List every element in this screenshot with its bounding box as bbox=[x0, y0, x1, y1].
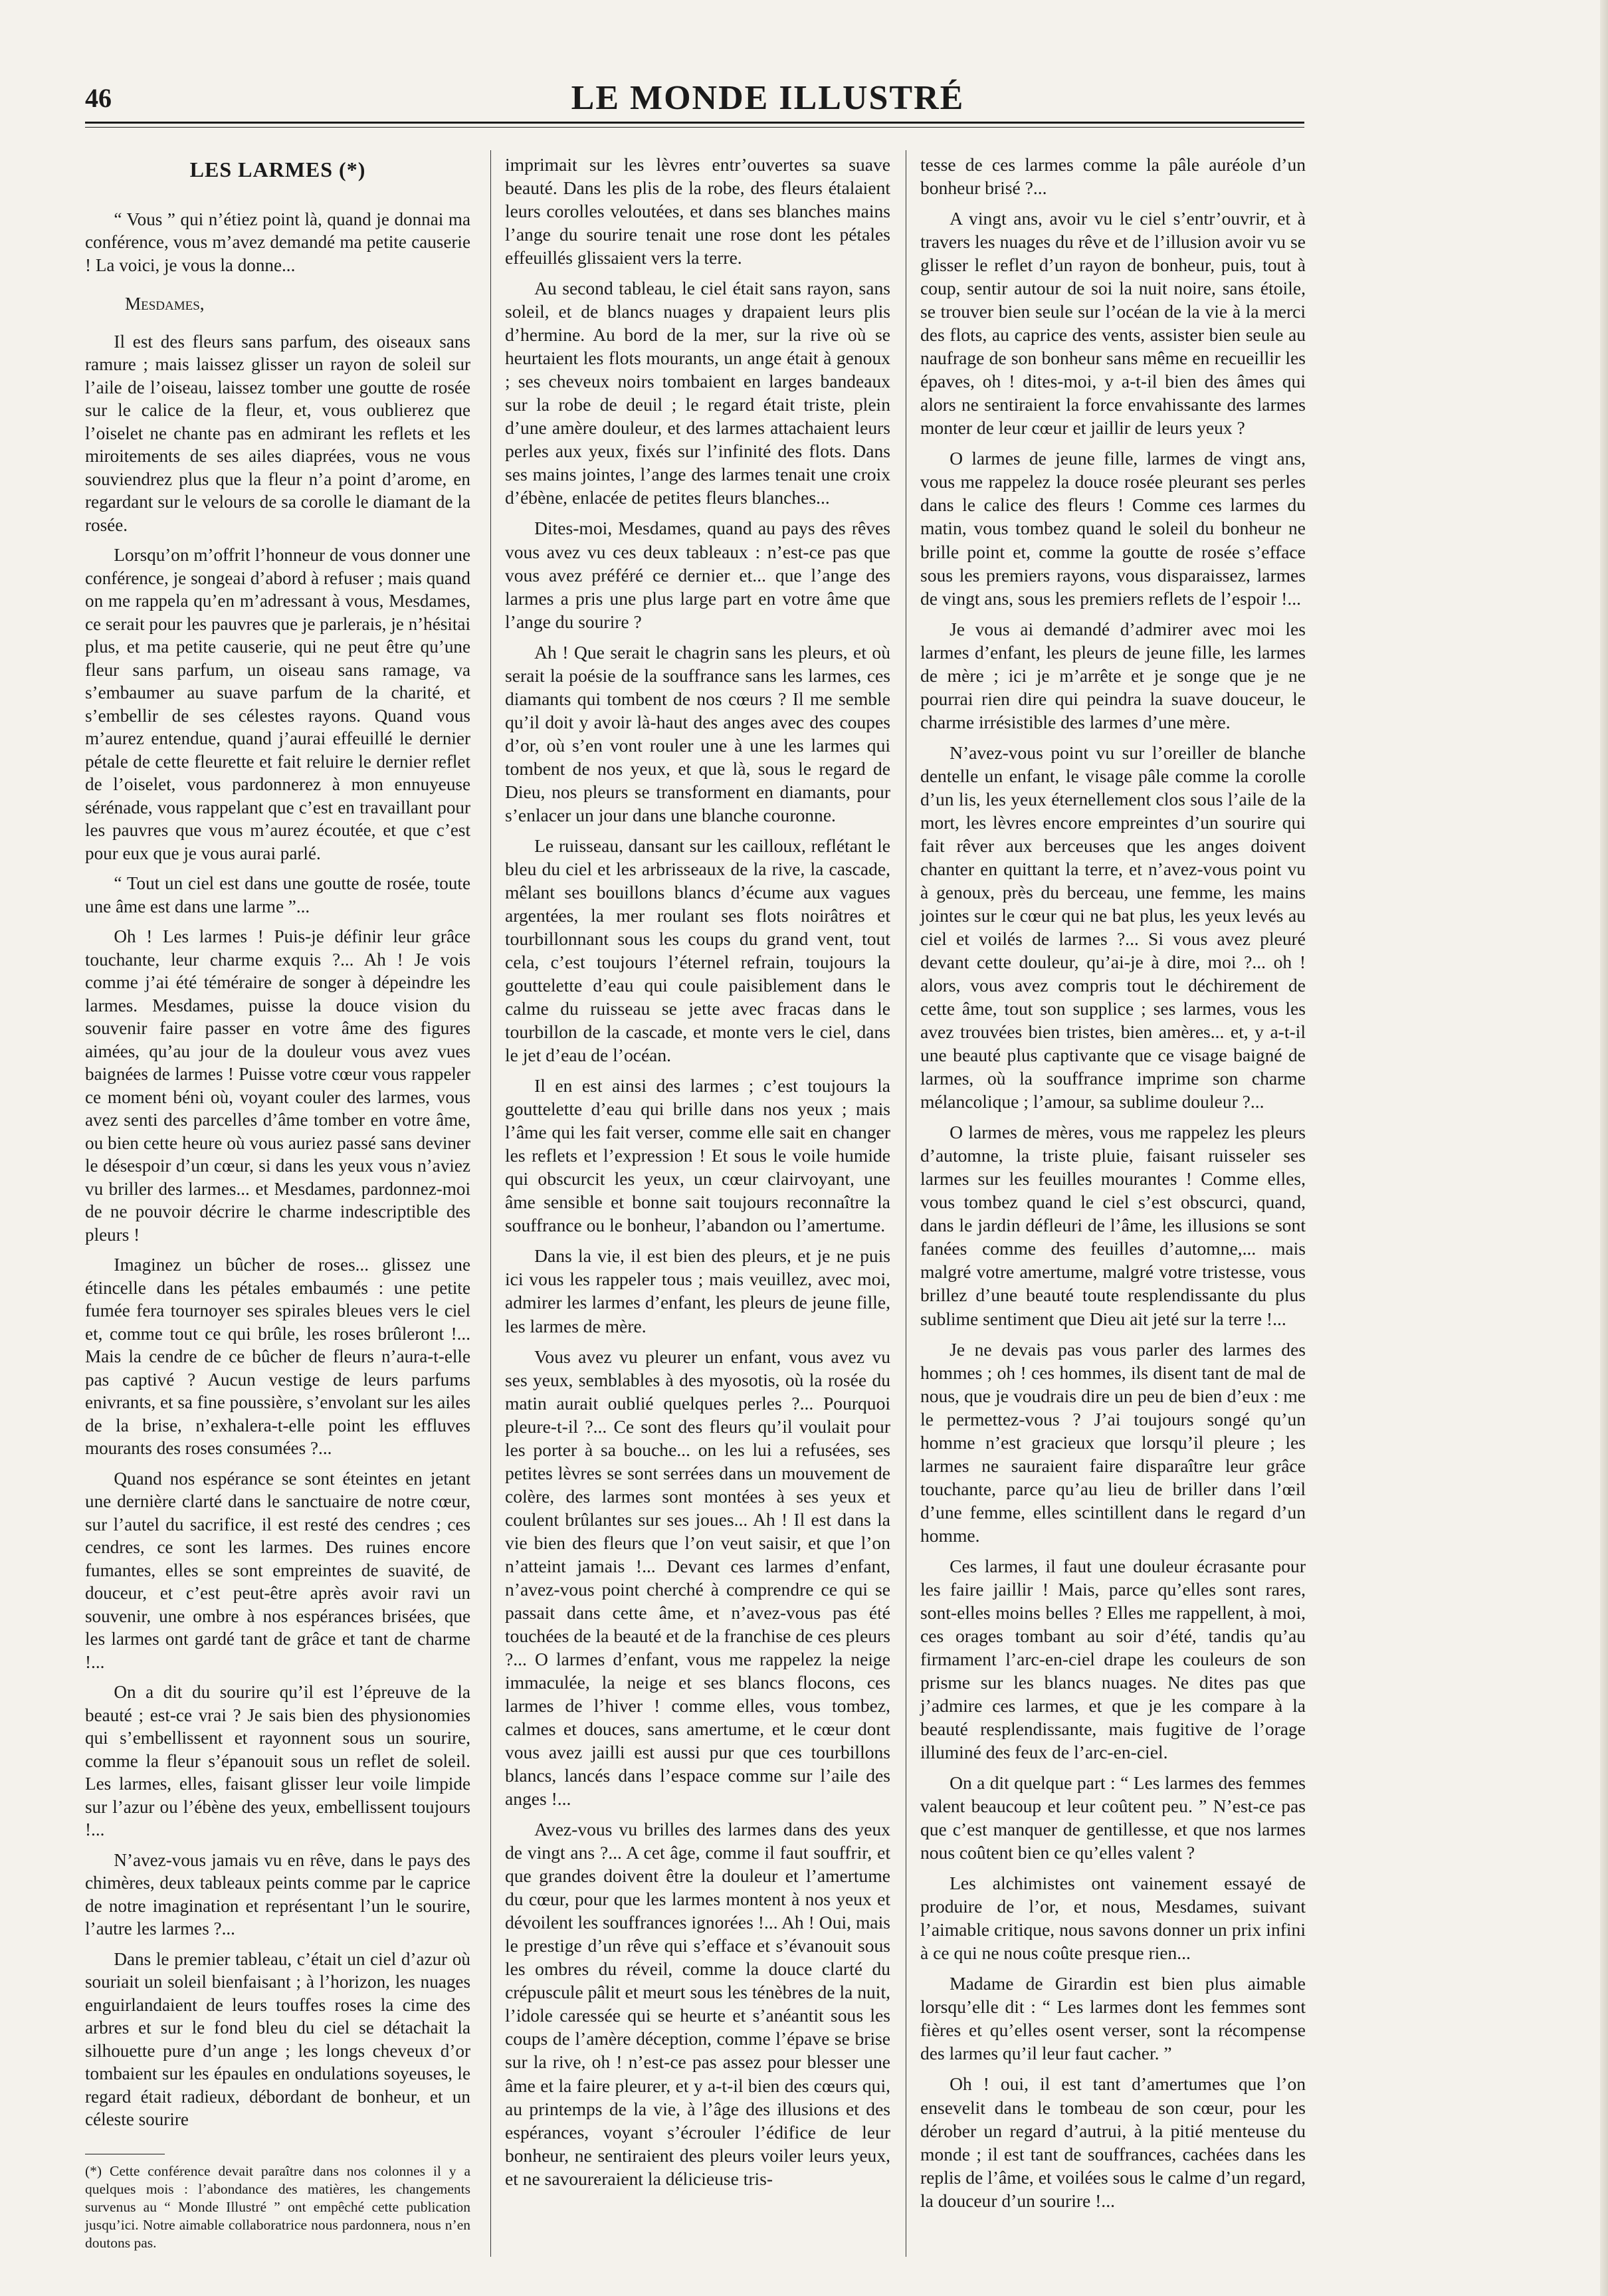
paragraph: Quand nos espérance se sont éteintes en jetant une dernière clarté dans le sanctuaire de notre cœur, sur l’autel du sacrifice, il est resté des cendres ; ces cendres, ce sont les larmes. Des ruines encore fumantes, elles se sont empreintes de suavité, de douceur, et c’est peut-être après avoir ravi un souvenir, une ombre à nos espérances brisées, que les larmes ont gardé tant de grâce et tant de charme !... bbox=[85, 1468, 470, 1672]
paragraph: “ Tout un ciel est dans une goutte de rosée, toute une âme est dans une larme ”... bbox=[85, 873, 470, 916]
paragraph: Il en est ainsi des larmes ; c’est toujours la gouttelette d’eau qui brille dans nos yeux ; mais l’âme qui les fait verser, comme elle sait en changer les reflets et l’expression ! Et sous le voile humide qui obscurcit les yeux, un cœur clairvoyant, une âme sensible et bonne sait toujours reconnaître la souffrance ou le bonheur, l’abandon ou l’amertume. bbox=[505, 1075, 890, 1236]
paragraph: Ah ! Que serait le chagrin sans les pleurs, et où serait la poésie de la souffrance sans les larmes, ces diamants qui tombent de nos cœurs ? Il me semble qu’il doit y avoir là-haut des anges avec des coupes d’or, où s’en vont rouler une à une les larmes qui tombent de nos yeux, et que là, sous le regard de Dieu, nos pleurs se transforment en diamants, pour s’enlacer un jour dans une blanche couronne. bbox=[505, 641, 890, 825]
paragraph: Avez-vous vu brilles des larmes dans des yeux de vingt ans ?... A cet âge, comme il faut souffrir, et que grandes doivent être la douleur et l’amertume du cœur, pour que les larmes montent à nos yeux et dévoilent les souffrances ignorées !... Ah ! Oui, mais le prestige d’un rêve qui s’efface et s’évanouit sous les ombres du réveil, comme la douce clarté du crépuscule pâlit et meurt sous les ténèbres de la nuit, l’idole caressée qui se heurte et s’anéantit sous les coups de l’amère déception, comme l’épave se brise sur la rive, oh ! n’est-ce pas assez pour blesser une âme et la faire pleurer, et y a-t-il bien des cœurs qui, au printemps de la vie, à l’âge des illusions et des espérances, voyant s’écrouler l’édifice de leur bonheur, ne sentiraient des pleurs voiler leurs yeux, et ne savoureraient la délicieuse tris- bbox=[505, 1819, 890, 2189]
paragraph: Oh ! Les larmes ! Puis-je définir leur grâce touchante, leur charme exquis ?... Ah ! Je vois comme j’ai été téméraire de songer à dépeindre les larmes. Mesdames, puisse la douce vision du souvenir faire passer en votre âme des figures aimées, qu’au jour de la douleur vous avez vues baignées de larmes ! Puisse votre cœur vous rappeler ce moment béni où, voyant couler des larmes, vous avez senti des parcelles d’âme tomber en votre âme, ou bien cette heure où vous auriez passé sans deviner le désespoir d’un cœur, si dans les yeux vous n’aviez vu briller des larmes... et Mesdames, pardonnez-moi de ne pouvoir décrire le charme indescriptible des pleurs ! bbox=[85, 926, 470, 1245]
paragraph: Au second tableau, le ciel était sans rayon, sans soleil, et de blancs nuages y drapaient leurs plis d’hermine. Au bord de la mer, sur la rive où se heurtaient les flots mourants, un ange était à genoux ; ses cheveux noirs tombaient en larges bandeaux sur la robe de deuil ; le regard était triste, plein d’une amère douleur, et des larmes attachaient leurs perles aux yeux, fixés sur l’infinité des flots. Dans ses mains jointes, l’ange des larmes tenait une croix d’ébène, enlacée de petites fleurs blanches... bbox=[505, 278, 890, 508]
paragraph: Vous avez vu pleurer un enfant, vous avez vu ses yeux, semblables à des myosotis, où la rosée du matin aurait oublié quelques perles ?... Pourquoi pleure-t-il ?... Ce sont des fleurs qu’il voulait pour les porter à sa bouche... on les lui a refusées, ses petites lèvres se sont serrées dans un mouvement de colère, des larmes sont montées à ses yeux et coulent brûlantes sur ses joues... Ah ! Il est dans la vie bien des fleurs que l’on veut saisir, et que l’on n’atteint jamais !... Devant ces larmes d’enfant, n’avez-vous point cherché à comprendre ce qui se passait dans cette âme, et n’avez-vous pas été touchées de la beauté et de la franchise de ces pleurs ?... O larmes d’enfant, vous me rappelez la neige immaculée, la neige et ses blancs flocons, ces larmes de l’hiver ! comme elles, vous tombez, calmes et douces, sans amertume, et le cœur dont vous avez jailli est aussi pur que ces tourbillons blancs, lancés dans l’espace comme sur l’aile des anges !... bbox=[505, 1346, 890, 1810]
paragraph: Dites-moi, Mesdames, quand au pays des rêves vous avez vu ces deux tableaux : n’est-ce pas que vous avez préféré ce dernier et... que l’ange des larmes a pris une plus large part en votre âme que l’ange du sourire ? bbox=[505, 518, 890, 632]
binding-edge bbox=[1600, 0, 1608, 2296]
paragraph: O larmes de mères, vous me rappelez les pleurs d’automne, la triste pluie, faisant ruisseler ses larmes sur les feuilles mourantes ! Comme elles, vous tombez quand le ciel s’est obscurci, quand, dans le jardin défleuri de l’âme, les illusions se sont fanées comme des feuilles d’automne,... mais malgré votre amertume, malgré votre tristesse, vous brillez d’une beauté toute resplendissante du plus sublime sentiment que Dieu ait jeté sur la terre !... bbox=[920, 1122, 1306, 1329]
header-rule bbox=[85, 122, 1304, 124]
paragraph: Dans le premier tableau, c’était un ciel d’azur où souriait un soleil bienfaisant ; à l’horizon, les nuages enguirlandaient de leurs touffes roses la cime des arbres et sur le fond bleu du ciel se détachait la silhouette pure d’un ange ; les longs cheveux d’or tombaient sur les épaules en ondulations soyeuses, le regard était radieux, débordant de bonheur, et un céleste sourire bbox=[85, 1948, 470, 2129]
paragraph: Je ne devais pas vous parler des larmes des hommes ; oh ! ces hommes, ils disent tant de mal de nous, que je voudrais dire un peu de bien d’eux : me le permettez-vous ? J’ai toujours songé qu’un homme n’est gracieux que lorsqu’il pleure ; les larmes ne sauraient faire disparaître leur grâce touchante, parce qu’au lieu de briller dans l’œil d’une femme, elles scintillent dans le regard d’un homme. bbox=[920, 1338, 1306, 1546]
salutation: Mesdames, bbox=[125, 294, 205, 314]
paragraph: Ces larmes, il faut une douleur écrasante pour les faire jaillir ! Mais, parce qu’elles sont rares, sont-elles moins belles ? Elles me rappellent, à moi, ces orages tombant au soir d’été, tandis qu’au firmament l’arc-en-ciel drape les couleurs de son prisme sur les blancs nuages. Ne dites pas que j’admire ces larmes, et que je les compare à la beauté resplendissante, mais fugitive de l’orage illuminé des feux de l’arc-en-ciel. bbox=[920, 1555, 1306, 1763]
column-divider bbox=[490, 150, 491, 2257]
column-1 bbox=[85, 153, 470, 2252]
header-rule-thin bbox=[85, 127, 1304, 128]
journal-title: LE MONDE ILLUSTRÉ bbox=[571, 79, 965, 117]
paragraph: On a dit du sourire qu’il est l’épreuve de la beauté ; est-ce vrai ? Je sais bien des physionomies qui s’embellissent et rayonnent sous un sourire, comme la fleur s’épanouit sous un reflet de soleil. Les larmes, elles, faisant glisser leur voile limpide sur l’azur ou l’ébène des yeux, embellissent toujours !... bbox=[85, 1682, 470, 1839]
paragraph: Je vous ai demandé d’admirer avec moi les larmes d’enfant, les pleurs de jeune fille, les larmes de mère ; ici je m’arrête et je songe que je ne pourrai rien dire qui peindra la suave douceur, le charme irrésistible des larmes d’une mère. bbox=[920, 618, 1306, 732]
column-3 bbox=[920, 153, 1306, 2220]
paragraph: A vingt ans, avoir vu le ciel s’entr’ouvrir, et à travers les nuages du rêve et de l’illusion avoir vu se glisser le reflet d’un rayon de bonheur, puis, tout à coup, sentir autour de soi la nuit noire, sans étoile, se trouver bien seule sur l’océan de la vie à la merci des flots, au caprice des vents, assister bien seule au naufrage de son bonheur sans même en recueillir les épaves, oh ! dites-moi, y a-t-il bien des âmes qui alors ne sentiraient la force envahissante des larmes monter de leur cœur et jaillir de leurs yeux ? bbox=[920, 208, 1306, 439]
paragraph: O larmes de jeune fille, larmes de vingt ans, vous me rappelez la douce rosée pleurant ses perles dans le calice des fleurs ! Comme ces larmes du matin, vous tombez quand le soleil du bonheur ne brille point et, comme la goutte de rosée s’efface sous les premiers rayons, vous disparaissez, larmes de vingt ans, sous les premiers reflets de l’espoir !... bbox=[920, 448, 1306, 609]
paragraph: Les alchimistes ont vainement essayé de produire de l’or, et nous, Mesdames, suivant l’aimable critique, nous savons donner un prix infini à ce qui ne nous coûte presque rien... bbox=[920, 1873, 1306, 1964]
paragraph: “ Vous ” qui n’étiez point là, quand je donnai ma conférence, vous m’avez demandé ma petite causerie ! La voici, je vous la donne... bbox=[85, 209, 470, 275]
paragraph: Madame de Girardin est bien plus aimable lorsqu’elle dit : “ Les larmes dont les femmes sont fières et qu’elles osent verser, sont la récompense des larmes qu’il leur faut cacher. ” bbox=[920, 1973, 1306, 2064]
column-2 bbox=[505, 153, 890, 2198]
paragraph: Le ruisseau, dansant sur les cailloux, reflétant le bleu du ciel et les arbrisseaux de la rive, la cascade, mêlant ses bouillons blancs d’écume aux vagues argentées, la mer roulant ses flots noirâtres et tourbillonnant sous les coups du grand vent, tout cela, c’est toujours l’éternel refrain, toujours la gouttelette d’eau qui coule paisiblement dans le calme du ruisseau se jette avec fracas dans le tourbillon de la cascade, et monte vers le ciel, dans le jet d’eau de l’océan. bbox=[505, 835, 890, 1066]
footnote: (*) Cette conférence devait paraître dans nos colonnes il y a quelques mois : l’abondance des matières, les changements survenus au “ Monde Illustré ” ont empêché cette publication jusqu’ici. Notre aimable collaboratrice nous pardonnera, nous n’en doutons pas. bbox=[85, 2162, 470, 2251]
paragraph: imprimait sur les lèvres entr’ouvertes sa suave beauté. Dans les plis de la robe, des fleurs étalaient leurs corolles veloutées, et dans ses blanches mains l’ange du sourire tenait une rose dont les pétales effeuillés glissaient vers la terre. bbox=[505, 154, 890, 268]
article-title: LES LARMES (*) bbox=[189, 157, 366, 181]
paragraph: Imaginez un bûcher de roses... glissez une étincelle dans les pétales embaumés : une petite fumée fera tournoyer ses spirales bleues vers le ciel et, comme tout ce qui brûle, les roses brûleront !... Mais la cendre de ce bûcher de fleurs n’aura-t-elle pas captivé ? Aucun vestige de leurs parfums enivrants, et sa fine poussière, s’envolant sur les ailes de la brise, n’exhalera-t-elle point les effluves mourants des roses consumées ?... bbox=[85, 1255, 471, 1458]
paragraph: N’avez-vous point vu sur l’oreiller de blanche dentelle un enfant, le visage pâle comme la corolle d’un lis, les yeux éternellement clos sous l’aile de la mort, les lèvres encore empreintes d’un sourire qui fait rêver aux berceuses que les anges doivent chanter en quittant la terre, et n’avez-vous point vu à genoux, près du berceau, une femme, les mains jointes sur le cœur qui ne bat plus, les yeux levés au ciel et voilés de larmes ?... Si vous avez pleuré devant cette douleur, qu’ai-je à dire, moi ?... oh ! alors, vous avez compris tout le déchirement de cette âme, tout son supplice ; ses larmes, vous les avez trouvées bien tristes, bien amères... et, y a-t-il une beauté plus captivante que ce visage baigné de larmes, où la souffrance imprime son charme mélancolique ; l’amour, sa sublime douleur ?... bbox=[920, 742, 1306, 1112]
paragraph: On a dit quelque part : “ Les larmes des femmes valent beaucoup et leur coûtent peu. ” N’est-ce pas que c’est manquer de gentillesse, et que nos larmes nous coûtent bien ce qu’elles valent ? bbox=[920, 1772, 1306, 1863]
paragraph: N’avez-vous jamais vu en rêve, dans le pays des chimères, deux tableaux peints comme par le caprice de notre imagination et représentant l’un le sourire, l’autre les larmes ?... bbox=[85, 1849, 470, 1938]
paragraph: tesse de ces larmes comme la pâle auréole d’un bonheur brisé ?... bbox=[920, 154, 1306, 199]
paragraph: Dans la vie, il est bien des pleurs, et je ne puis ici vous les rappeler tous ; mais veuillez, avec moi, admirer les larmes d’enfant, les pleurs de jeune fille, les larmes de mère. bbox=[505, 1245, 890, 1336]
page-number: 46 bbox=[85, 83, 112, 113]
paragraph: Oh ! oui, il est tant d’amertumes que l’on ensevelit dans le tombeau de son cœur, pour les dérober un regard d’autrui, à la pitié menteuse du monde ; il est tant de souffrances, cachées dans les replis de l’âme, et voilées sous le calme d’un regard, la douceur d’un sourire !... bbox=[920, 2073, 1306, 2211]
paragraph: Il est des fleurs sans parfum, des oiseaux sans ramure ; mais laissez glisser un rayon de soleil sur l’aile de l’oiseau, laissez tomber une goutte de rosée sur le calice de la fleur, et, vous oublierez que l’oiselet ne chante pas en admirant les reflets et les miroitements de ses ailes diaprées, vous ne vous souviendrez plus que la fleur n’a point d’arome, en regardant sur le velours de sa corolle le diamant de la rosée. bbox=[85, 331, 470, 535]
paragraph: Lorsqu’on m’offrit l’honneur de vous donner une conférence, je songeai d’abord à refuser ; mais quand on me rappela qu’en m’adressant à vous, Mesdames, ce serait pour les pauvres que je parlerais, je n’hésitai plus, et ma petite causerie, qui ne peut être qu’une fleur sans parfum, un oiseau sans ramage, va s’embaumer au suave parfum de la charité, et s’embellir de ses célestes rayons. Quand vous m’aurez entendue, quand j’aurai effeuillé le dernier pétale de cette fleurette et fait reluire le dernier reflet de l’oiselet, vous pardonnerez à mon ennuyeuse sérénade, vous rappelant que c’est en travaillant pour les pauvres que vous m’aurez écoutée, et que c’est pour eux que je vous aurai parlé. bbox=[85, 545, 470, 863]
page-header bbox=[85, 78, 1304, 120]
